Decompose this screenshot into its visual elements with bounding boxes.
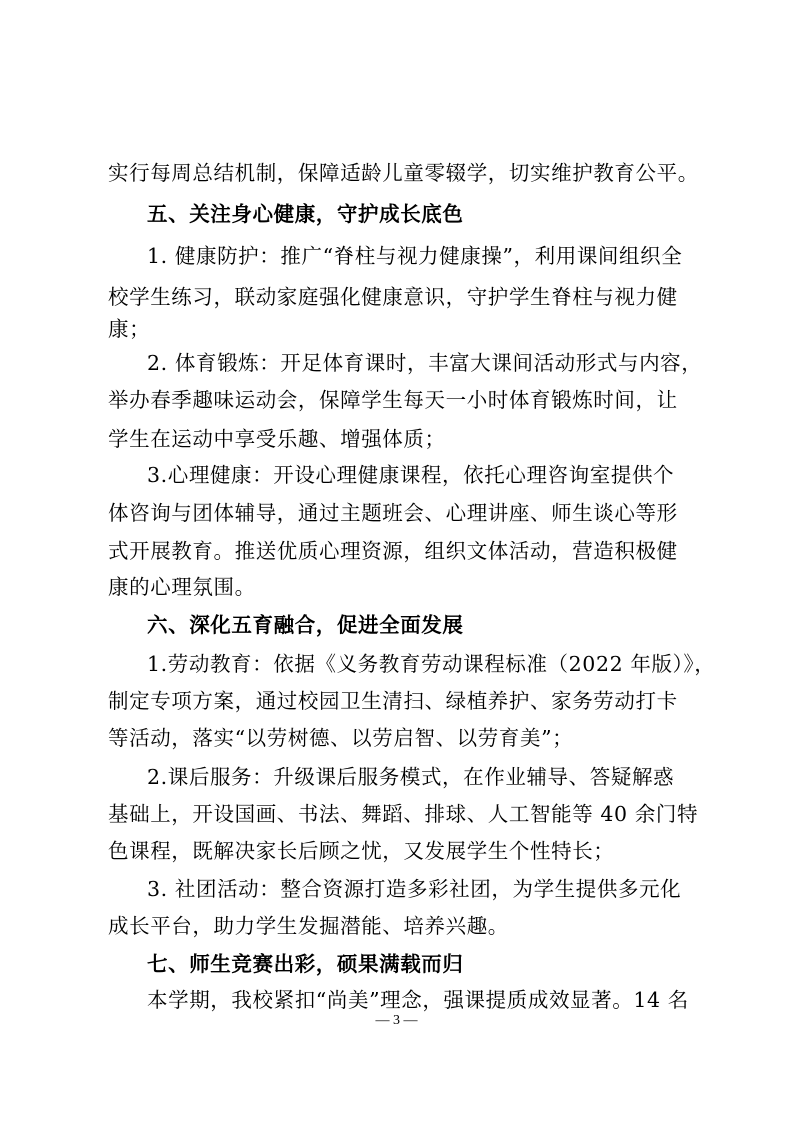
text-line: 举办春季趣味运动会，保障学生每天一小时体育锻炼时间，让 [108, 388, 678, 412]
page-number: — 3 — [375, 1013, 418, 1028]
text-line: 实行每周总结机制，保障适龄儿童零辍学，切实维护教育公平。 [108, 161, 699, 185]
text-line: 基础上，开设国画、书法、舞蹈、排球、人工智能等 40 余门特 [108, 802, 699, 826]
text-line: 2. 体育锻炼：开足体育课时，丰富大课间活动形式与内容， [147, 351, 703, 375]
text-line: 成长平台，助力学生发掘潜能、培养兴趣。 [108, 914, 509, 938]
text-line: 制定专项方案，通过校园卫生清扫、绿植养护、家务劳动打卡 [108, 689, 678, 713]
text-line: 色课程，既解决家长后顾之忧，又发展学生个性特长； [108, 839, 615, 863]
text-line: 3. 社团活动：整合资源打造多彩社团，为学生提供多元化 [147, 877, 682, 901]
text-line: 体咨询与团体辅导，通过主题班会、心理讲座、师生谈心等形 [108, 501, 678, 525]
section-heading: 七、师生竞赛出彩，硕果满载而归 [147, 952, 464, 976]
text-line: 本学期，我校紧扣“尚美”理念，强课提质成效显著。14 名 [147, 988, 689, 1012]
text-line: 式开展教育。推送优质心理资源，组织文体活动，营造积极健 [108, 539, 678, 563]
text-line: 康的心理氛围。 [108, 575, 256, 599]
text-line: 1. 健康防护：推广“脊柱与视力健康操”，利用课间组织全 [147, 244, 683, 268]
text-line: 学生在运动中享受乐趣、增强体质； [108, 427, 446, 451]
text-line: 1.劳动教育：依据《义务教育劳动课程标准（2022 年版）》， [147, 652, 716, 676]
text-line: 3.心理健康：开设心理健康课程，依托心理咨询室提供个 [147, 463, 675, 487]
section-heading: 五、关注身心健康，守护成长底色 [147, 202, 464, 226]
text-line: 等活动，落实“以劳树德、以劳启智、以劳育美”； [108, 726, 574, 750]
text-line: 康； [108, 317, 151, 341]
text-line: 2.课后服务：升级课后服务模式，在作业辅导、答疑解惑 [147, 765, 675, 789]
text-line: 校学生练习，联动家庭强化健康意识，守护学生脊柱与视力健 [108, 285, 678, 309]
section-heading: 六、深化五育融合，促进全面发展 [147, 613, 464, 637]
